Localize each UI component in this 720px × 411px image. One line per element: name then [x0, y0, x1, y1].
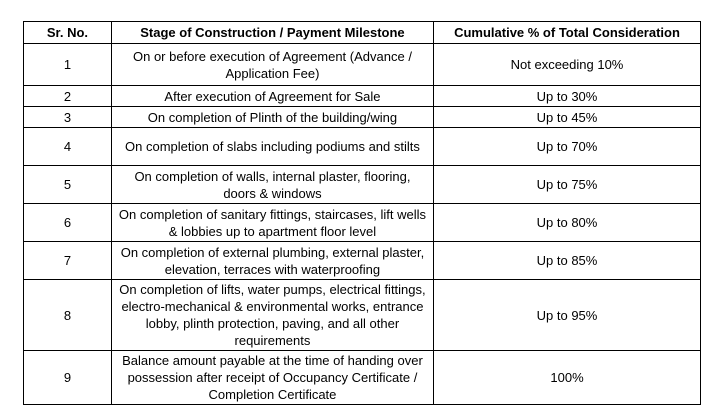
table-row: [24, 351, 701, 405]
cell-sr-no: 2: [24, 86, 112, 107]
cell-cumulative: Up to 30%: [434, 86, 701, 107]
cell-sr-no: 4: [24, 128, 112, 166]
cell-stage: On completion of external plumbing, external plaster, elevation, terraces with waterproofing: [111, 242, 433, 280]
cell-sr-no: 3: [24, 107, 112, 128]
header-row: [24, 22, 701, 44]
cell-stage: On completion of Plinth of the building/wing: [111, 107, 433, 128]
table-row: [24, 204, 701, 242]
cell-stage: On completion of slabs including podiums and stilts: [111, 128, 433, 166]
cell-cumulative: Up to 85%: [434, 242, 701, 280]
cell-cumulative: Up to 95%: [434, 280, 701, 351]
cell-cumulative: Up to 80%: [434, 204, 701, 242]
cell-cumulative: Up to 70%: [434, 128, 701, 166]
table-row: [24, 280, 701, 351]
table-row: [24, 44, 701, 86]
header-sr-no: Sr. No.: [24, 22, 112, 44]
cell-sr-no: 5: [24, 166, 112, 204]
cell-stage: After execution of Agreement for Sale: [111, 86, 433, 107]
header-stage: Stage of Construction / Payment Milestone: [111, 22, 433, 44]
cell-sr-no: 7: [24, 242, 112, 280]
table-row: [24, 86, 701, 107]
cell-sr-no: 6: [24, 204, 112, 242]
table-row: [24, 242, 701, 280]
cell-cumulative: Up to 45%: [434, 107, 701, 128]
cell-cumulative: 100%: [434, 351, 701, 405]
cell-stage: On completion of lifts, water pumps, electrical fittings, electro-mechanical & environmental works, entrance lobby, plinth protection, paving, and all other requirements: [111, 280, 433, 351]
header-cumulative: Cumulative % of Total Consideration: [434, 22, 701, 44]
cell-cumulative: Not exceeding 10%: [434, 44, 701, 86]
cell-stage: Balance amount payable at the time of handing over possession after receipt of Occupancy Certificate / Completion Certificate: [111, 351, 433, 405]
cell-stage: On completion of walls, internal plaster, flooring, doors & windows: [111, 166, 433, 204]
table-row: [24, 128, 701, 166]
cell-stage: On or before execution of Agreement (Advance / Application Fee): [111, 44, 433, 86]
cell-sr-no: 9: [24, 351, 112, 405]
cell-cumulative: Up to 75%: [434, 166, 701, 204]
table-row: [24, 107, 701, 128]
cell-stage: On completion of sanitary fittings, staircases, lift wells & lobbies up to apartment floor level: [111, 204, 433, 242]
cell-sr-no: 1: [24, 44, 112, 86]
table-row: [24, 166, 701, 204]
payment-schedule-table: [23, 21, 701, 405]
cell-sr-no: 8: [24, 280, 112, 351]
